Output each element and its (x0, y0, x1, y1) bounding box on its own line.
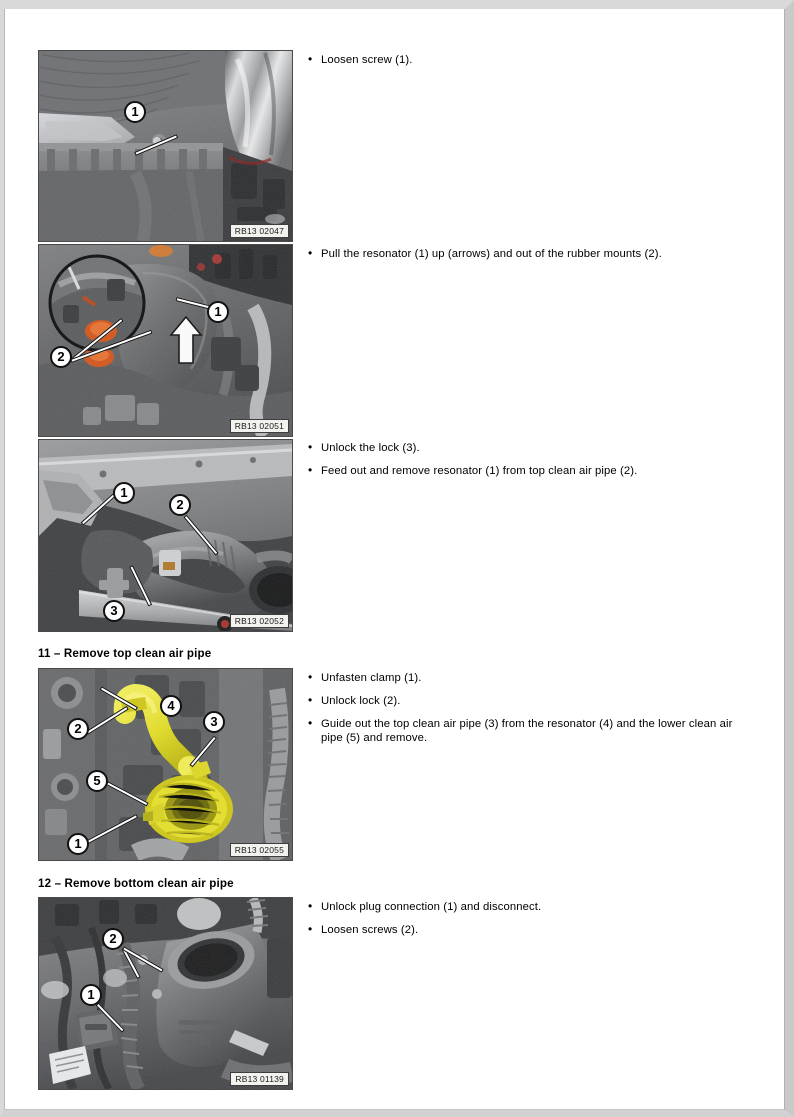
bullet-item: • Unlock lock (2). (306, 694, 751, 708)
section-heading-11: 11 – Remove top clean air pipe (38, 647, 212, 660)
callout-1: 1 (124, 101, 146, 123)
bullet-item: • Feed out and remove resonator (1) from top clean air pipe (2). (306, 464, 751, 478)
bullet-item: • Unlock plug connection (1) and disconnect. (306, 900, 751, 914)
bullet-list (306, 247, 751, 261)
figure-caption: RB13 02051 (230, 419, 289, 433)
figure-rb13-02055 (38, 668, 293, 861)
callout-1: 1 (80, 984, 102, 1006)
instructions-top-clean-air-pipe (306, 671, 751, 754)
section-heading-12: 12 – Remove bottom clean air pipe (38, 877, 234, 890)
bullet-list (306, 53, 751, 67)
figure-rb13-02047 (38, 50, 293, 242)
instructions-loosen-screw (306, 53, 751, 76)
figure-rb13-02051 (38, 244, 293, 437)
bullet-list (306, 900, 751, 937)
callout-1: 1 (207, 301, 229, 323)
callout-2: 2 (50, 346, 72, 368)
instructions-unlock-lock (306, 441, 751, 487)
callout-2: 2 (102, 928, 124, 950)
callout-2: 2 (169, 494, 191, 516)
callout-1: 1 (67, 833, 89, 855)
instructions-pull-resonator (306, 247, 751, 270)
bullet-item: • Unfasten clamp (1). (306, 671, 751, 685)
figure-caption: RB13 02052 (230, 614, 289, 628)
bullet-list (306, 441, 751, 478)
bullet-list (306, 671, 751, 745)
figure-caption: RB13 02047 (230, 224, 289, 238)
callout-5: 5 (86, 770, 108, 792)
callout-3: 3 (203, 711, 225, 733)
figure-caption: RB13 02055 (230, 843, 289, 857)
bullet-item: • Loosen screws (2). (306, 923, 751, 937)
callout-2: 2 (67, 718, 89, 740)
callout-3: 3 (103, 600, 125, 622)
bullet-item: • Loosen screw (1). (306, 53, 751, 67)
callout-1: 1 (113, 482, 135, 504)
figure-rb13-02052 (38, 439, 293, 632)
figure-rb13-01139 (38, 897, 293, 1090)
bullet-item: • Unlock the lock (3). (306, 441, 751, 455)
bullet-item: • Guide out the top clean air pipe (3) from the resonator (4) and the lower clean air pipe (5) and remove. (306, 717, 751, 745)
page-sheet (4, 9, 785, 1110)
figure-caption: RB13 01139 (230, 1072, 289, 1086)
bullet-item: • Pull the resonator (1) up (arrows) and out of the rubber mounts (2). (306, 247, 751, 261)
instructions-bottom-clean-air-pipe (306, 900, 751, 946)
callout-4: 4 (160, 695, 182, 717)
